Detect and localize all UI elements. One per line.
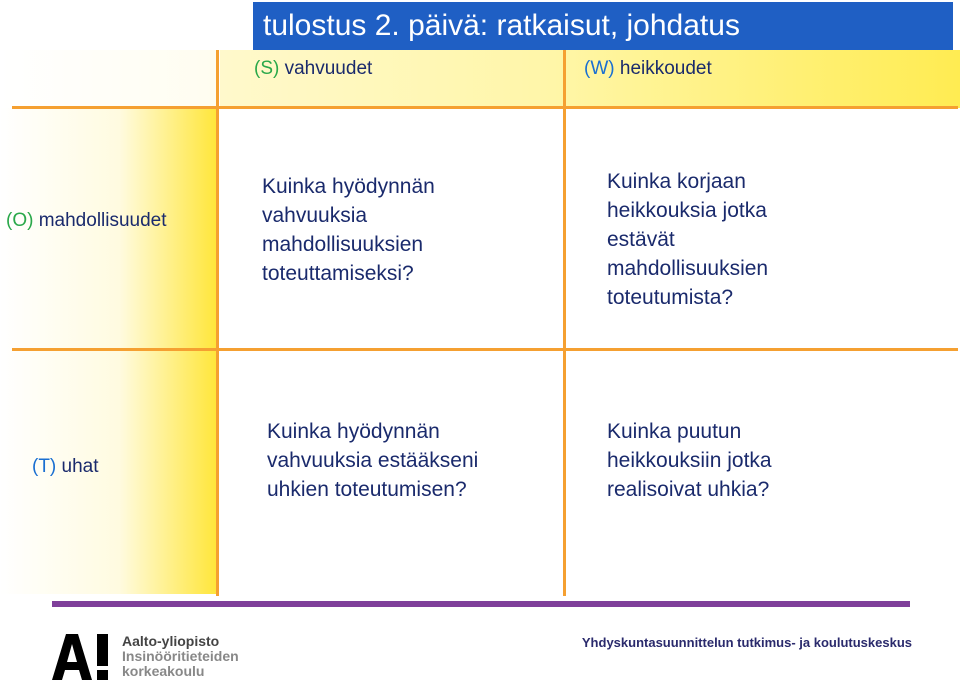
- cell-strengths-opportunities: [262, 172, 435, 288]
- cell-strengths-threats: [267, 417, 478, 504]
- grid-line-middle: [12, 348, 958, 351]
- cell-line: uhkien toteutumisen?: [267, 478, 467, 501]
- cell-line: toteuttamiseksi?: [262, 262, 414, 285]
- grid-line-top: [12, 106, 958, 109]
- weaknesses-label: heikkoudet: [619, 58, 712, 79]
- footer-unit: Yhdyskuntasuunnittelun tutkimus- ja koulutuskeskus: [581, 635, 912, 650]
- cell-line: Kuinka hyödynnän: [267, 420, 440, 443]
- corner-background: [0, 50, 217, 108]
- cell-line: estävät: [607, 228, 675, 251]
- header-threats: [32, 456, 99, 478]
- strengths-label: vahvuudet: [284, 58, 373, 79]
- weaknesses-code: (W): [584, 58, 615, 79]
- footer-divider: [52, 601, 910, 607]
- cell-weaknesses-opportunities: [607, 167, 768, 312]
- cell-line: vahvuuksia: [262, 204, 368, 227]
- grid-line-left: [216, 50, 219, 596]
- page-title: tulostus 2. päivä: ratkaisut, johdatus: [253, 2, 953, 50]
- cell-line: Kuinka puutun: [607, 420, 742, 443]
- aalto-a-exclamation-icon: [52, 634, 112, 680]
- cell-line: vahvuuksia estääkseni: [267, 449, 479, 472]
- opportunities-code: (O): [6, 210, 34, 231]
- logo-line-1: Aalto-yliopisto: [122, 633, 220, 649]
- cell-line: toteutumista?: [607, 286, 734, 309]
- header-strengths: [254, 58, 372, 80]
- cell-line: Kuinka korjaan: [607, 170, 746, 193]
- cell-line: heikkouksiin jotka: [607, 449, 772, 472]
- logo-text: [122, 634, 239, 679]
- threats-code: (T): [32, 456, 57, 477]
- cell-line: Kuinka hyödynnän: [262, 175, 435, 198]
- row-header-band: [0, 108, 217, 594]
- opportunities-label: mahdollisuudet: [38, 210, 167, 231]
- aalto-logo: [52, 634, 272, 682]
- cell-line: mahdollisuuksien: [607, 257, 769, 280]
- cell-line: mahdollisuuksien: [262, 233, 424, 256]
- header-opportunities: [6, 210, 167, 232]
- cell-weaknesses-threats: [607, 417, 772, 504]
- threats-label: uhat: [61, 456, 99, 477]
- logo-line-2: Insinööritieteiden: [122, 648, 239, 664]
- header-weaknesses: [584, 58, 712, 80]
- strengths-code: (S): [254, 58, 280, 79]
- grid-line-center: [563, 50, 566, 596]
- cell-line: realisoivat uhkia?: [607, 478, 770, 501]
- cell-line: heikkouksia jotka: [607, 199, 767, 222]
- logo-line-3: korkeakoulu: [122, 663, 205, 679]
